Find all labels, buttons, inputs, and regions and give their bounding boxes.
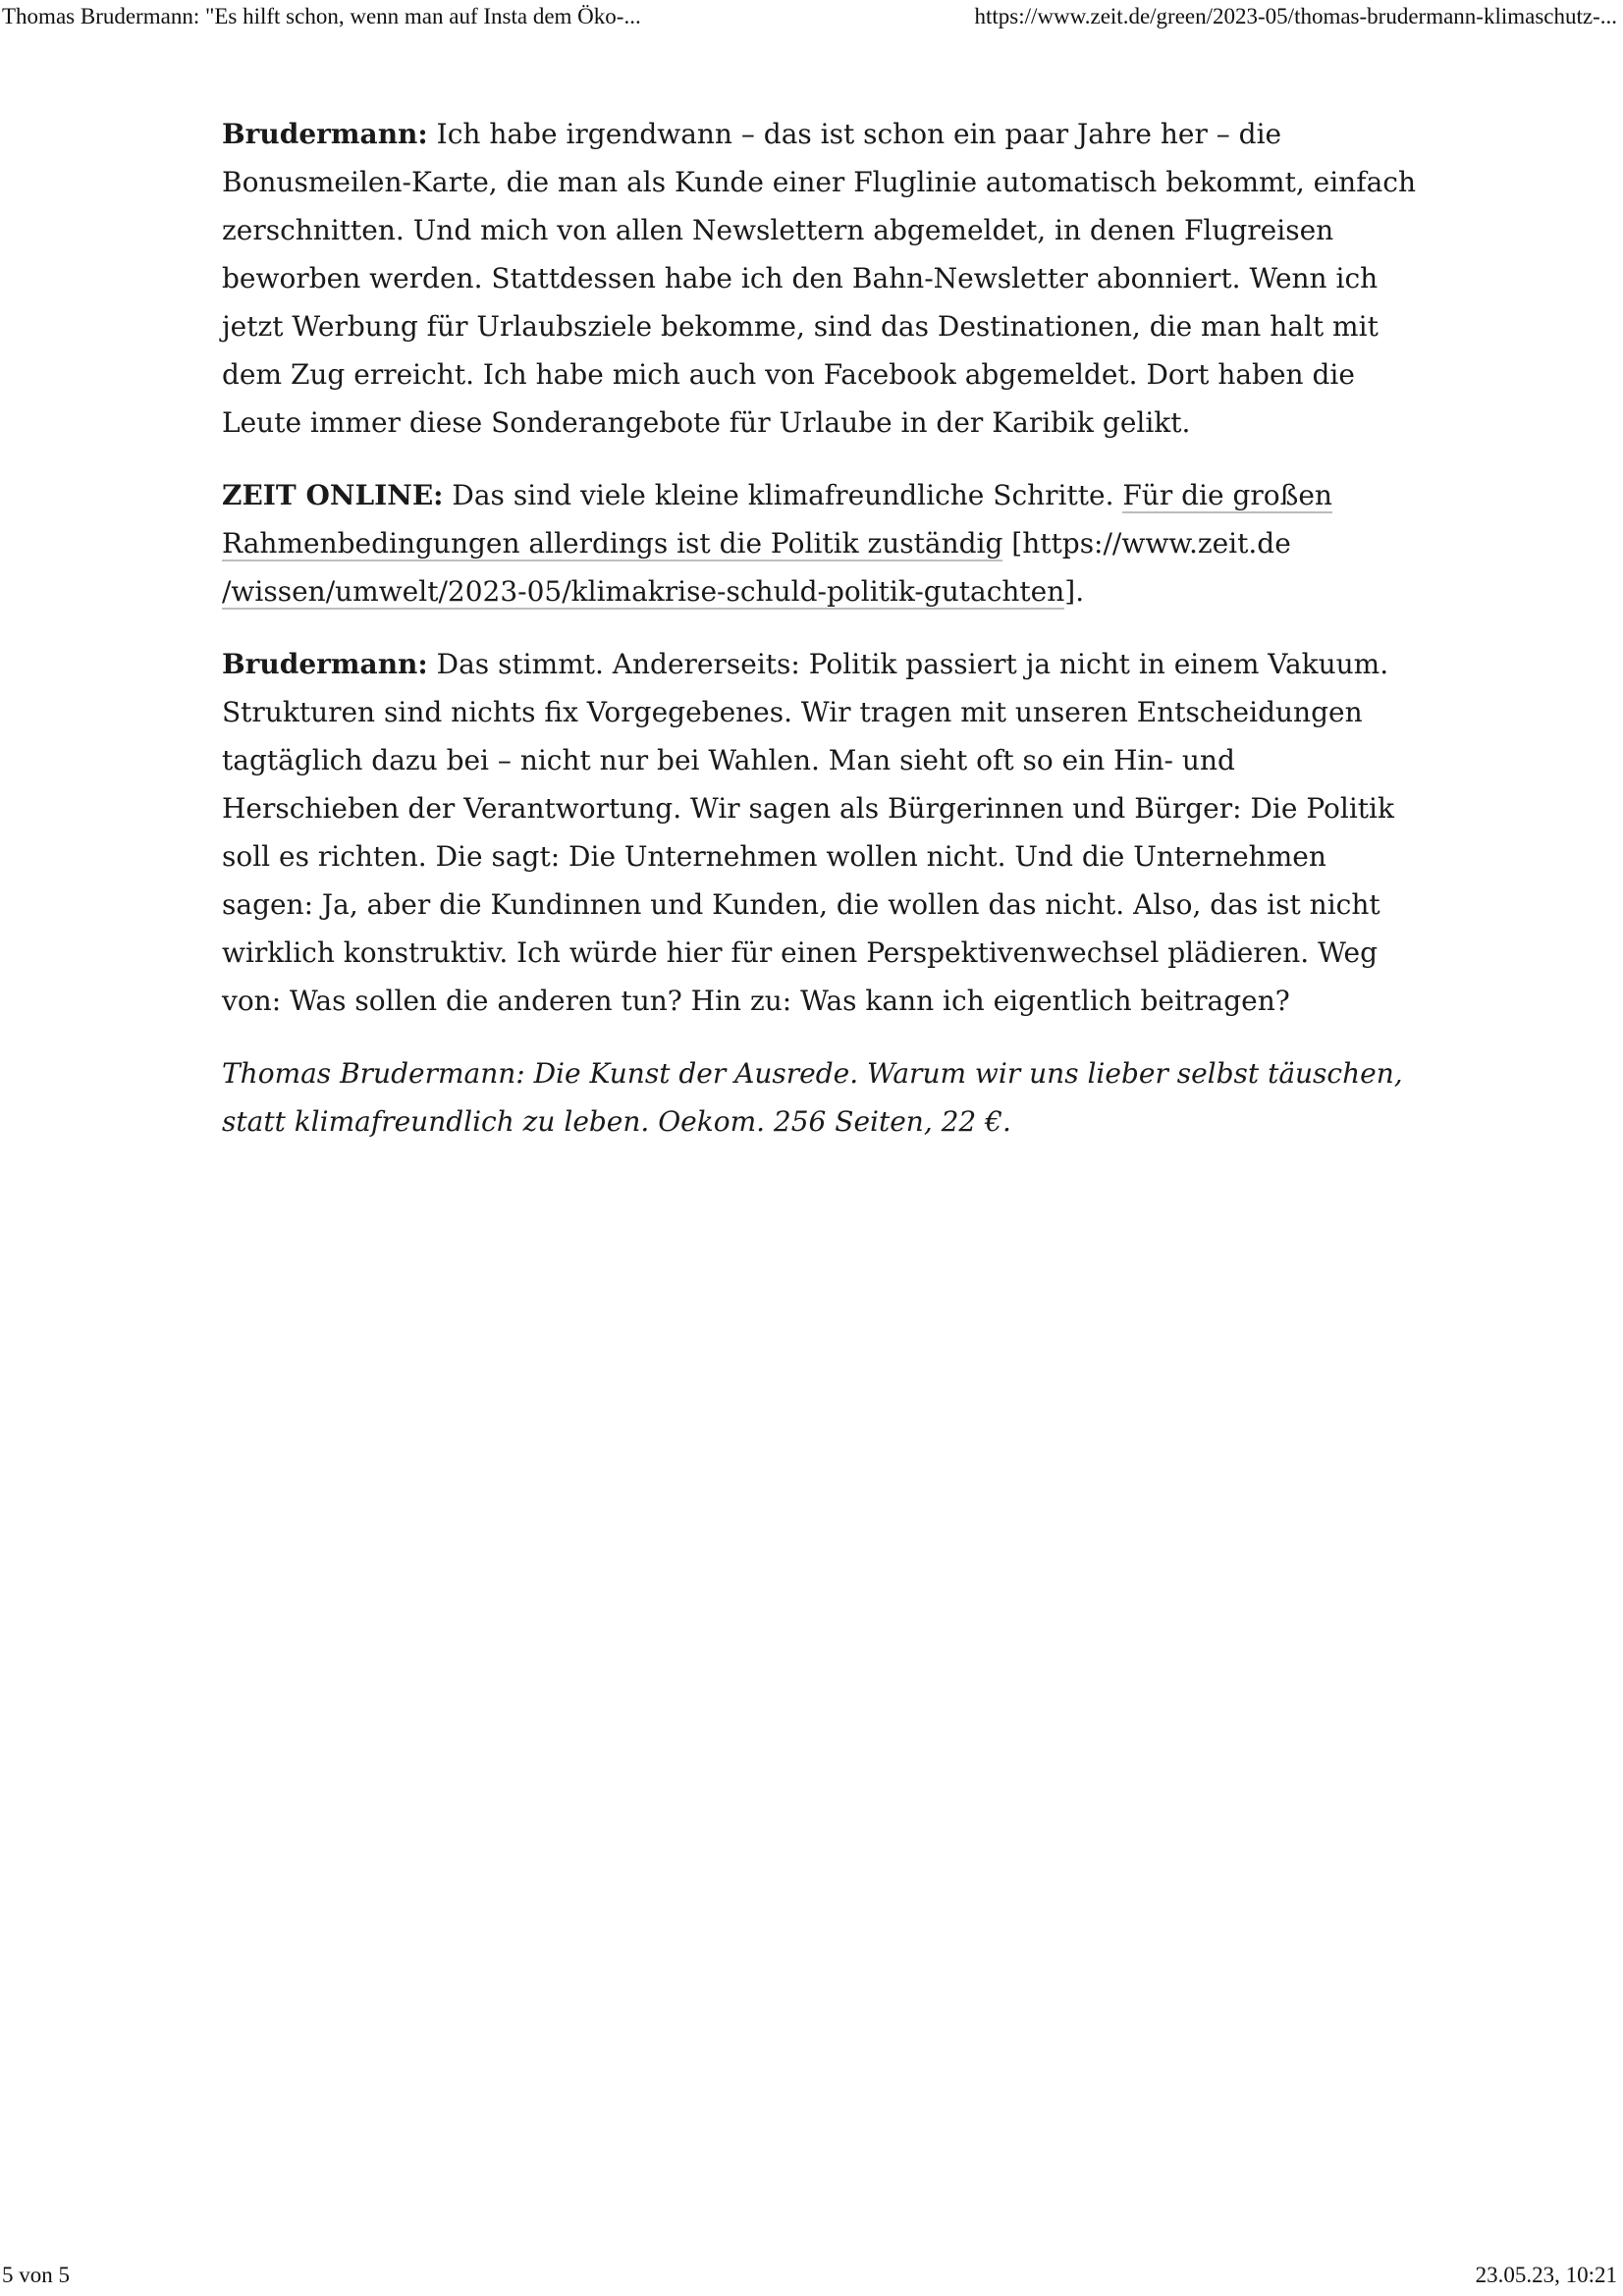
page-title: Thomas Brudermann: "Es hilft schon, wenn man auf Insta dem Öko-... [2, 4, 641, 28]
article-body [222, 110, 1420, 1170]
print-footer [0, 2257, 1623, 2296]
interview-question [222, 471, 1420, 615]
page-number: 5 von 5 [2, 2263, 70, 2287]
answer-text: Ich habe irgendwann – das ist schon ein paar Jahre her – die Bonusmeilen-Karte, die man als Kunde einer Fluglinie automatisch bekommt, einfach zerschnitten. Und mich von allen Newslettern abgemeldet, in denen Flugreisen beworben werden. Stattdessen habe ich den Bahn-Newsletter abonniert. Wenn ich jetzt Werbung für Urlaubsziele bekomme, sind das Destinationen, die man halt mit dem Zug erreicht. Ich habe mich auch von Facebook abgemeldet. Dort haben die Leute immer diese Sonderangebote für Urlaube in der Karibik gelikt. [222, 118, 1416, 439]
interview-answer-2 [222, 640, 1420, 1025]
link-url-end: ]. [1064, 575, 1085, 608]
question-text: Das sind viele kleine klimafreundliche Schritte. [443, 479, 1123, 511]
link-url-part1: [https://www.zeit.de [1002, 527, 1291, 560]
speaker-label: ZEIT ONLINE: [222, 479, 444, 511]
print-header [0, 0, 1623, 39]
link-url-path[interactable]: /wissen/umwelt/2023-05/klimakrise-schuld-politik-gutachten [222, 575, 1065, 608]
speaker-label: Brudermann: [222, 118, 428, 150]
article-link[interactable]: Für die großen Rahmenbedingungen allerdings ist die Politik zuständig [222, 479, 1332, 560]
interview-answer-1 [222, 110, 1420, 447]
answer-text: Das stimmt. Andererseits: Politik passiert ja nicht in einem Vakuum. Strukturen sind nichts fix Vorgegebenes. Wir tragen mit unseren Entscheidungen tagtäglich dazu bei – nicht nur bei Wahlen. Man sieht oft so ein Hin- und Herschieben der Verantwortung. Wir sagen als Bürgerinnen und Bürger: Die Politik soll es richten. Die sagt: Die Unternehmen wollen nicht. Und die Unternehmen sagen: Ja, aber die Kundinnen und Kunden, die wollen das nicht. Also, das ist nicht wirklich konstruktiv. Ich würde hier für einen Perspektivenwechsel plädieren. Weg von: Was sollen die anderen tun? Hin zu: Was kann ich eigentlich beitragen? [222, 648, 1394, 1017]
book-note: Thomas Brudermann: Die Kunst der Ausrede. Warum wir uns lieber selbst täuschen, statt klimafreundlich zu leben. Oekom. 256 Seiten, 22 €. [222, 1057, 1403, 1138]
page-url: https://www.zeit.de/green/2023-05/thomas-brudermann-klimaschutz-... [974, 4, 1617, 28]
print-date: 23.05.23, 10:21 [1475, 2263, 1617, 2287]
speaker-label: Brudermann: [222, 648, 428, 680]
